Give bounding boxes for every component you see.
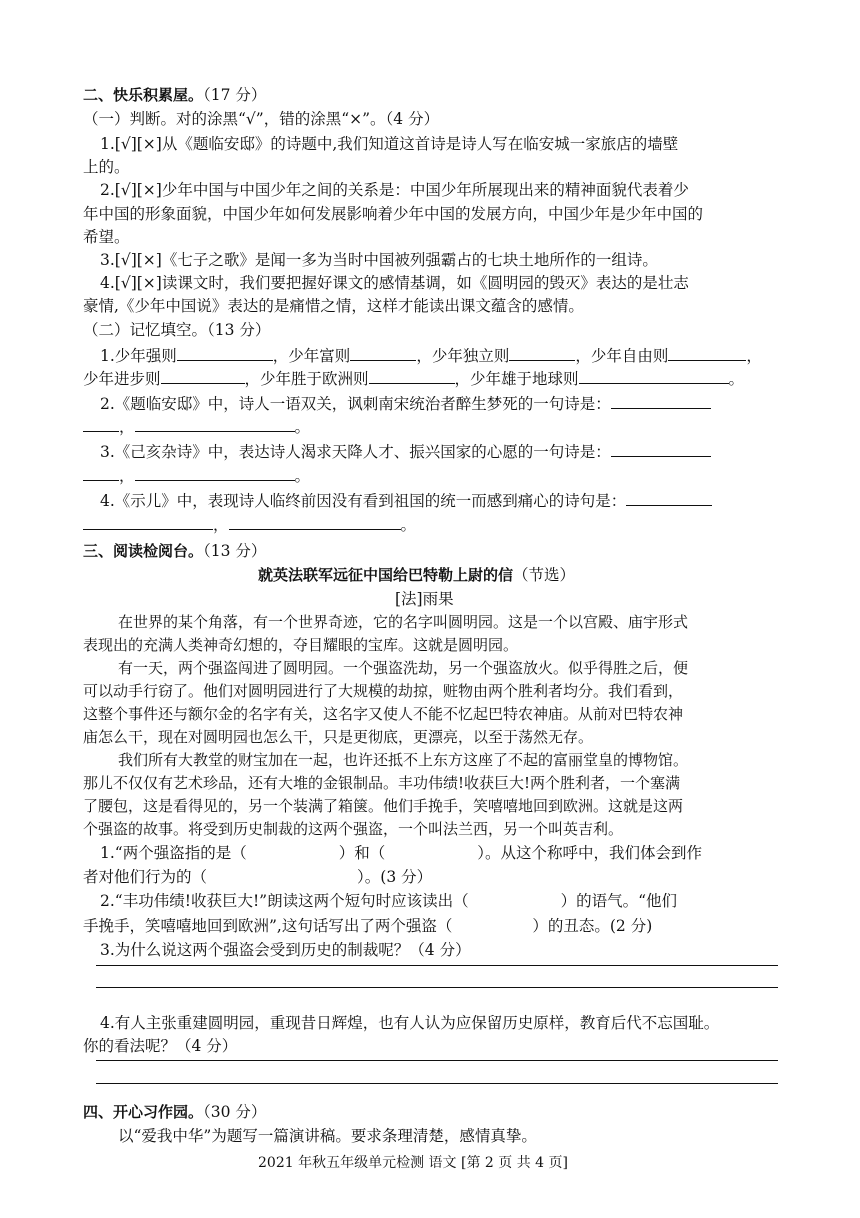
passage-para2-line2: 可以动手行窃了。他们对圆明园进行了大规模的劫掠，赃物由两个胜利者均分。我们看到， xyxy=(83,682,684,700)
judge-q2-line1: 2.[√][×]少年中国与中国少年之间的关系是：中国少年所展现出来的精神面貌代表着少 xyxy=(100,181,689,199)
judge-q2-line2: 年中国的形象面貌，中国少年如何发展影响着少年中国的发展方向，中国少年是少年中国的 xyxy=(83,205,704,223)
passage-para3-line2: 那儿不仅仅有艺术珍品，还有大堆的金银制品。丰功伟绩!收获巨大!两个胜利者，一个塞满 xyxy=(83,774,681,792)
judge-q1-line2: 上的。 xyxy=(83,158,130,176)
judge-q4-line1: 4.[√][×]读课文时，我们要把握好课文的感情基调，如《圆明园的毁灭》表达的是壮志 xyxy=(100,274,689,292)
reading-q4-line1: 4.有人主张重建圆明园，重现昔日辉煌，也有人认为应保留历史原样，教育后代不忘国耻。 xyxy=(100,1014,720,1032)
answer-blank[interactable] xyxy=(626,490,712,506)
judge-q2-line3: 希望。 xyxy=(83,228,130,246)
reading-q1-line2: 者对他们行为的（ ）。(3 分） xyxy=(83,868,433,886)
reading-q4-line2: 你的看法呢？（4 分） xyxy=(83,1037,238,1055)
answer-blank[interactable] xyxy=(161,368,245,384)
reading-q1-line1: 1.“两个强盗指的是（ ）和（ ）。从这个称呼中，我们体会到作 xyxy=(100,844,702,862)
answer-blank[interactable] xyxy=(83,416,119,432)
answer-blank[interactable] xyxy=(611,441,711,457)
judge-q4-line2: 豪情,《少年中国说》表达的是痛惜之情，这样才能读出课文蕴含的感情。 xyxy=(83,297,584,315)
passage-para3-line4: 个强盗的故事。将受到历史制裁的这两个强盗，一个叫法兰西，另一个叫英吉利。 xyxy=(83,820,624,838)
judge-q1-line1: 1.[√][×]从《题临安邸》的诗题中,我们知道这首诗是诗人写在临安城一家旅店的墙壁 xyxy=(100,135,679,153)
fill-q1-line1: 1.少年强则 ，少年富则 ，少年独立则 ，少年自由则 ， xyxy=(100,347,762,365)
reading-q2-line1: 2.“丰功伟绩!收获巨大!”朗读这两个短句时应该读出（ ）的语气。“他们 xyxy=(100,892,678,910)
fill-q4-line2: ， 。 xyxy=(83,514,416,535)
answer-blank[interactable] xyxy=(350,345,416,361)
passage-para3-line3: 了腰包，这是看得见的，另一个装满了箱箧。他们手挽手，笑嘻嘻地回到欧洲。这就是这两 xyxy=(83,797,684,815)
answer-blank[interactable] xyxy=(509,345,575,361)
passage-para2-line4: 庙怎么干，现在对圆明园也怎么干，只是更彻底，更漂亮，以至于荡然无存。 xyxy=(83,728,594,746)
fill-q2-line2: ， 。 xyxy=(83,416,310,437)
fill-q2-line1: 2.《题临安邸》中，诗人一语双关，讽刺南宋统治者醉生梦死的一句诗是： xyxy=(100,393,711,414)
part-1-heading: （一）判断。对的涂黑“√”，错的涂黑“×”。（4 分） xyxy=(83,110,440,128)
fill-q4-line1: 4.《示儿》中，表现诗人临终前因没有看到祖国的统一而感到痛心的诗句是： xyxy=(100,490,712,511)
judge-q3: 3.[√][×]《七子之歌》是闻一多为当时中国被列强霸占的七块土地所作的一组诗。 xyxy=(100,251,658,269)
answer-line[interactable] xyxy=(96,1083,778,1084)
passage-para1-line2: 表现出的充满人类神奇幻想的，夺目耀眼的宝库。这就是圆明园。 xyxy=(83,636,519,654)
passage-title: 就英法联军远征中国给巴特勒上尉的信（节选） xyxy=(258,566,576,584)
page-footer: 2021 年秋五年级单元检测 语文 [第 2 页 共 4 页] xyxy=(258,1155,568,1171)
passage-para1-line1: 在世界的某个角落，有一个世界奇迹，它的名字叫圆明园。这是一个以宫殿、庙宇形式 xyxy=(118,613,689,631)
writing-task: 以“爱我中华”为题写一篇演讲稿。要求条理清楚，感情真挚。 xyxy=(118,1127,537,1145)
answer-line[interactable] xyxy=(96,1060,778,1061)
passage-author: [法]雨果 xyxy=(395,590,454,608)
passage-para2-line1: 有一天，两个强盗闯进了圆明园。一个强盗洗劫，另一个强盗放火。似乎得胜之后，便 xyxy=(118,659,689,677)
answer-blank[interactable] xyxy=(369,368,455,384)
section-2-heading: 二、快乐积累屋。（17 分） xyxy=(83,86,267,104)
fill-q1-line2: 少年进步则 ，少年胜于欧洲则 ，少年雄于地球则 。 xyxy=(83,370,745,388)
answer-blank[interactable] xyxy=(668,345,746,361)
answer-blank[interactable] xyxy=(579,368,729,384)
passage-para3-line1: 我们所有大教堂的财宝加在一起，也许还抵不上东方这座了不起的富丽堂皇的博物馆。 xyxy=(118,751,689,769)
fill-q3-line2: ， 。 xyxy=(83,465,310,486)
reading-q3: 3.为什么说这两个强盗会受到历史的制裁呢？（4 分） xyxy=(100,941,471,959)
answer-blank[interactable] xyxy=(135,465,295,481)
answer-blank[interactable] xyxy=(177,345,273,361)
reading-q2-line2: 手挽手，笑嘻嘻地回到欧洲”,这句话写出了两个强盗（ ）的丑态。(2 分) xyxy=(83,917,653,935)
section-3-heading: 三、阅读检阅台。（13 分） xyxy=(83,542,267,560)
answer-blank[interactable] xyxy=(229,514,401,530)
section-4-heading: 四、开心习作园。（30 分） xyxy=(83,1103,267,1121)
answer-blank[interactable] xyxy=(83,465,119,481)
answer-line[interactable] xyxy=(96,965,778,966)
answer-blank[interactable] xyxy=(135,416,295,432)
answer-blank[interactable] xyxy=(83,514,213,530)
answer-blank[interactable] xyxy=(611,393,711,409)
passage-para2-line3: 这整个事件还与额尔金的名字有关，这名字又使人不能不忆起巴特农神庙。从前对巴特农神 xyxy=(83,705,684,723)
part-2-heading: （二）记忆填空。（13 分） xyxy=(83,321,271,339)
answer-line[interactable] xyxy=(96,987,778,988)
fill-q3-line1: 3.《己亥杂诗》中，表达诗人渴求天降人才、振兴国家的心愿的一句诗是： xyxy=(100,441,711,462)
